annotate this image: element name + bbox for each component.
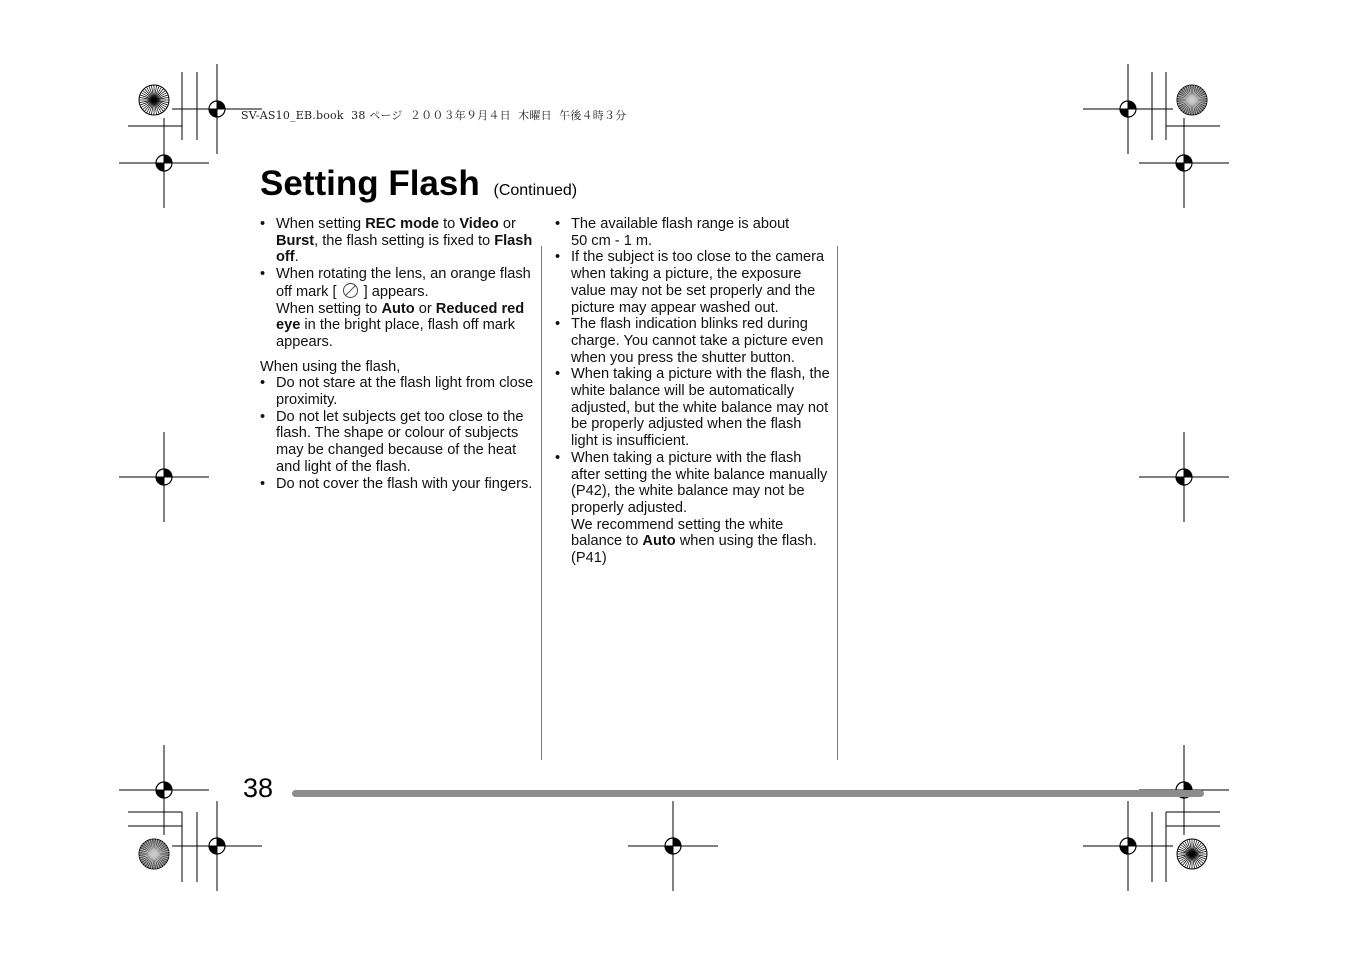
- text: or: [414, 300, 436, 317]
- footer-bar: [292, 790, 1204, 797]
- text: When setting: [276, 216, 366, 232]
- list-item: [555, 216, 830, 249]
- text: .: [294, 249, 299, 266]
- registration-mark-icon: [119, 432, 209, 522]
- starburst-target-icon: [139, 85, 169, 115]
- text: to: [439, 216, 460, 232]
- left-column: [260, 216, 535, 492]
- list-item: [260, 216, 535, 266]
- text: or: [498, 216, 516, 232]
- bold-text: Auto: [381, 300, 415, 317]
- list-item: • Do not stare at the flash light from close proximity.: [260, 375, 535, 408]
- page-title-main: Setting Flash: [260, 164, 480, 203]
- right-bullets: [555, 216, 830, 567]
- starburst-target-icon: [1177, 839, 1207, 869]
- list-item: [260, 266, 535, 351]
- list-item: • When taking a picture with the flash, the white balance will be automatically adjusted, but the white balance may not be properly adjusted when the flash light is insufficient.: [555, 366, 830, 450]
- starburst-target-icon: [139, 839, 169, 869]
- text: When taking a picture with the flash after setting the white balance manually (P42), the white balance may not be properly adjusted.: [571, 449, 828, 516]
- page-title-subtitle: (Continued): [493, 182, 578, 199]
- text: in the bright place, flash off mark appears.: [276, 317, 516, 350]
- bold-text: Auto: [642, 533, 676, 550]
- text: when using the flash. (P41): [571, 533, 817, 567]
- column-divider: [837, 246, 838, 760]
- list-item: • Do not let subjects get too close to the flash. The shape or colour of subjects may be changed because of the heat and light of the flash.: [260, 409, 535, 476]
- flash-off-icon: [343, 283, 358, 298]
- bold-text: Burst: [276, 232, 315, 249]
- registration-mark-icon: [1139, 432, 1229, 522]
- text: When rotating the lens, an orange flash off mark [: [276, 266, 531, 300]
- flash-intro: When using the flash,: [260, 358, 401, 375]
- left-bullets-top: [260, 216, 535, 351]
- text: When setting to: [276, 300, 382, 317]
- registration-mark-icon: [119, 745, 209, 835]
- text: 50 cm - 1 m.: [571, 232, 653, 249]
- text: We recommend setting the white balance to: [571, 516, 784, 550]
- list-item: • The flash indication blinks red during charge. You cannot take a picture even when you press the shutter button.: [555, 316, 830, 366]
- bold-text: Flash off: [276, 232, 533, 266]
- registration-mark-icon: [628, 801, 718, 891]
- registration-mark-icon: [1083, 64, 1173, 154]
- right-column: [555, 216, 830, 567]
- bold-text: Reduced red eye: [276, 300, 525, 334]
- text: The available flash range is about: [571, 216, 790, 232]
- registration-mark-icon: [119, 118, 209, 208]
- registration-mark-icon: [172, 801, 262, 891]
- column-divider: [541, 246, 542, 760]
- left-bullets-bottom: [260, 375, 535, 492]
- bold-text: Video: [459, 216, 499, 232]
- text: , the flash setting is fixed to: [314, 232, 495, 249]
- starburst-target-icon: [1177, 85, 1207, 115]
- list-item: [555, 450, 830, 567]
- list-item: • Do not cover the flash with your fingers.: [260, 476, 535, 493]
- file-info-header: SV-AS10_EB.book 38 ページ ２００３年９月４日 木曜日 午後４時３分: [241, 109, 627, 122]
- page-title: [260, 164, 577, 204]
- list-item: • If the subject is too close to the camera when taking a picture, the exposure value may not be set properly and the picture may appear washed out.: [555, 249, 830, 316]
- page-number: 38: [243, 773, 274, 803]
- bold-text: REC mode: [365, 216, 440, 232]
- registration-mark-icon: [1083, 801, 1173, 891]
- text: ] appears.: [359, 283, 429, 300]
